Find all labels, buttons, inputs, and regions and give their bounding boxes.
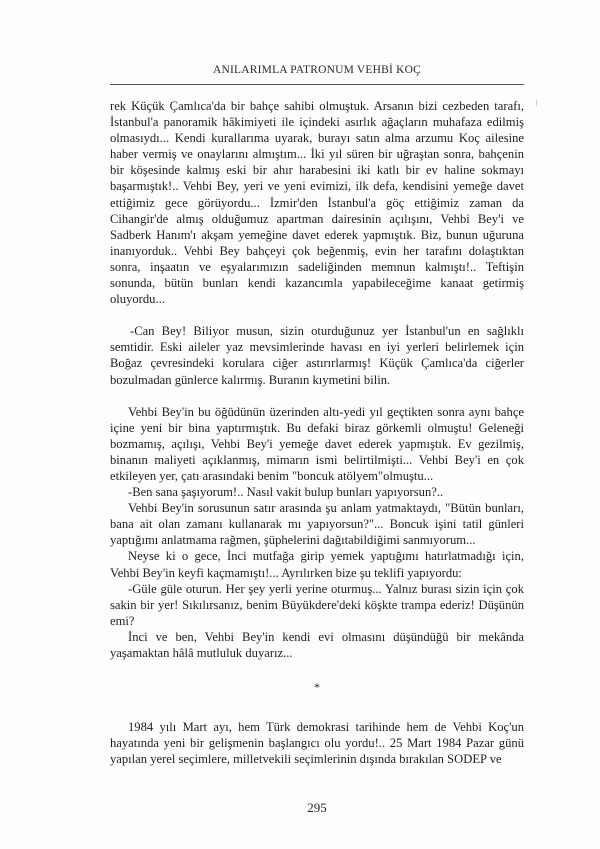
header-rule <box>110 84 524 85</box>
paragraph-3: Vehbi Bey'in bu öğüdünün üzerinden altı-yedi yıl geçtikten sonra aynı bahçe içine yeni bir bina yaptırmıştık. Bu defaki biraz görkemli olmuştu! Geleneği bozmamış, açılışı, Vehbi Bey'i yemeğe davet ederek yapmıştık. Ev gezilmiş, binanın maliyeti açıklanmış, mimarın ismi belirtilmişti... Vehbi Bey'i en çok etkileyen yer, çatı arasındaki benim "boncuk atölyem"olmuştu... <box>110 404 524 483</box>
paragraph-6: Neyse ki o gece, İnci mutfağa girip yemek yaptığımı hatırlatmadığı için, Vehbi Bey'in keyfi kaçmamıştı!... Ayrılırken bize şu teklifi yapıyordu: <box>110 549 524 580</box>
paragraph-9: 1984 yılı Mart ayı, hem Türk demokrasi tarihinde hem de Vehbi Koç'un hayatında yeni bir gelişmenin başlangıcı olu yordu!.. 25 Mart 1984 Pazar günü yapılan yerel seçimlere, milletvekili seçimlerinin dışında bırakılan SODEP ve <box>110 720 524 767</box>
body-text <box>110 98 524 767</box>
paragraph-1: rek Küçük Çamlıca'da bir bahçe sahibi olmuştuk. Arsanın bizi cezbeden tarafı, İstanbul'a panoramik hâkimiyeti ile içindeki asırlık ağaçların muhafaza edilmiş olmasıydı... Kendi kurallarıma uyarak, burayı satın alma arzumu Koç ailesine haber vermiş ve onaylarını almıştım... İki yıl süren bir uğraştan sonra, bahçenin bir köşesinde kalmış eski bir ahır harabesini iki katlı bir ev haline sokmayı başarmıştık!.. Vehbi Bey, yeri ve yeni evimizi, ilk defa, kendisini yemeğe davet ettiğimiz gece görüyordu... İzmir'den İstanbul'a göç ettiğimiz zaman da Cihangir'de almış olduğumuz apartman dairesinin açılışını, Vehbi Bey'i ve Sadberk Hanım'ı akşam yemeğine davet ederek yapmıştık. Biz, bunun uğuruna inanıyorduk.. Vehbi Bey bahçeyi çok beğenmiş, evin her tarafını dolaştıktan sonra, inşaatın ve eşyalarımızın sadeliğinden memnun kalmıştı!.. Teftişin sonunda, bütün bunları kendi kazancımla yapabileceğime kanaat getirmiş oluyordu... <box>110 99 524 307</box>
paragraph-5: Vehbi Bey'in sorusunun satır arasında şu anlam yatmaktaydı, "Bütün bunları, bana ait olan zamanı kullanarak mı yapıyorsun?"... Boncuk işini tatil günleri yaptığımı anlatmama rağmen, şüphelerini dağıtabildiğimi sanmıyorum... <box>110 501 524 548</box>
paragraph-2: -Can Bey! Biliyor musun, sizin oturduğunuz yer İstanbul'un en sağlıklı semtidir. Eski aileler yaz mevsimlerinde havası en iyi yerleri belirlemek için Boğaz çevresindeki korulara ciğer astırırlarmış! Küçük Çamlıca'da ciğerler bozulmadan günlerce kalırmış. Buranın kıymetini bilin. <box>110 324 524 387</box>
section-separator: * <box>314 680 320 695</box>
running-head-title: ANILARIMLA PATRONUM VEHBİ KOÇ <box>212 64 422 76</box>
page-number: 295 <box>307 800 327 815</box>
page-margin-mark <box>536 100 537 106</box>
paragraph-4: -Ben sana şaşıyorum!.. Nasıl vakit bulup bunları yapıyorsun?.. <box>128 485 444 500</box>
paragraph-7: -Güle güle oturun. Her şey yerli yerine oturmuş... Yalnız burası sizin için çok sakin bir yer! Sıkılırsanız, benim Büyükdere'deki köşkte trampa ederiz! Düşünün emi? <box>110 581 524 628</box>
paragraph-8: İnci ve ben, Vehbi Bey'in kendi evi olmasını düşündüğü bir mekânda yaşamaktan hâlâ mutluluk duyarız... <box>110 629 524 660</box>
